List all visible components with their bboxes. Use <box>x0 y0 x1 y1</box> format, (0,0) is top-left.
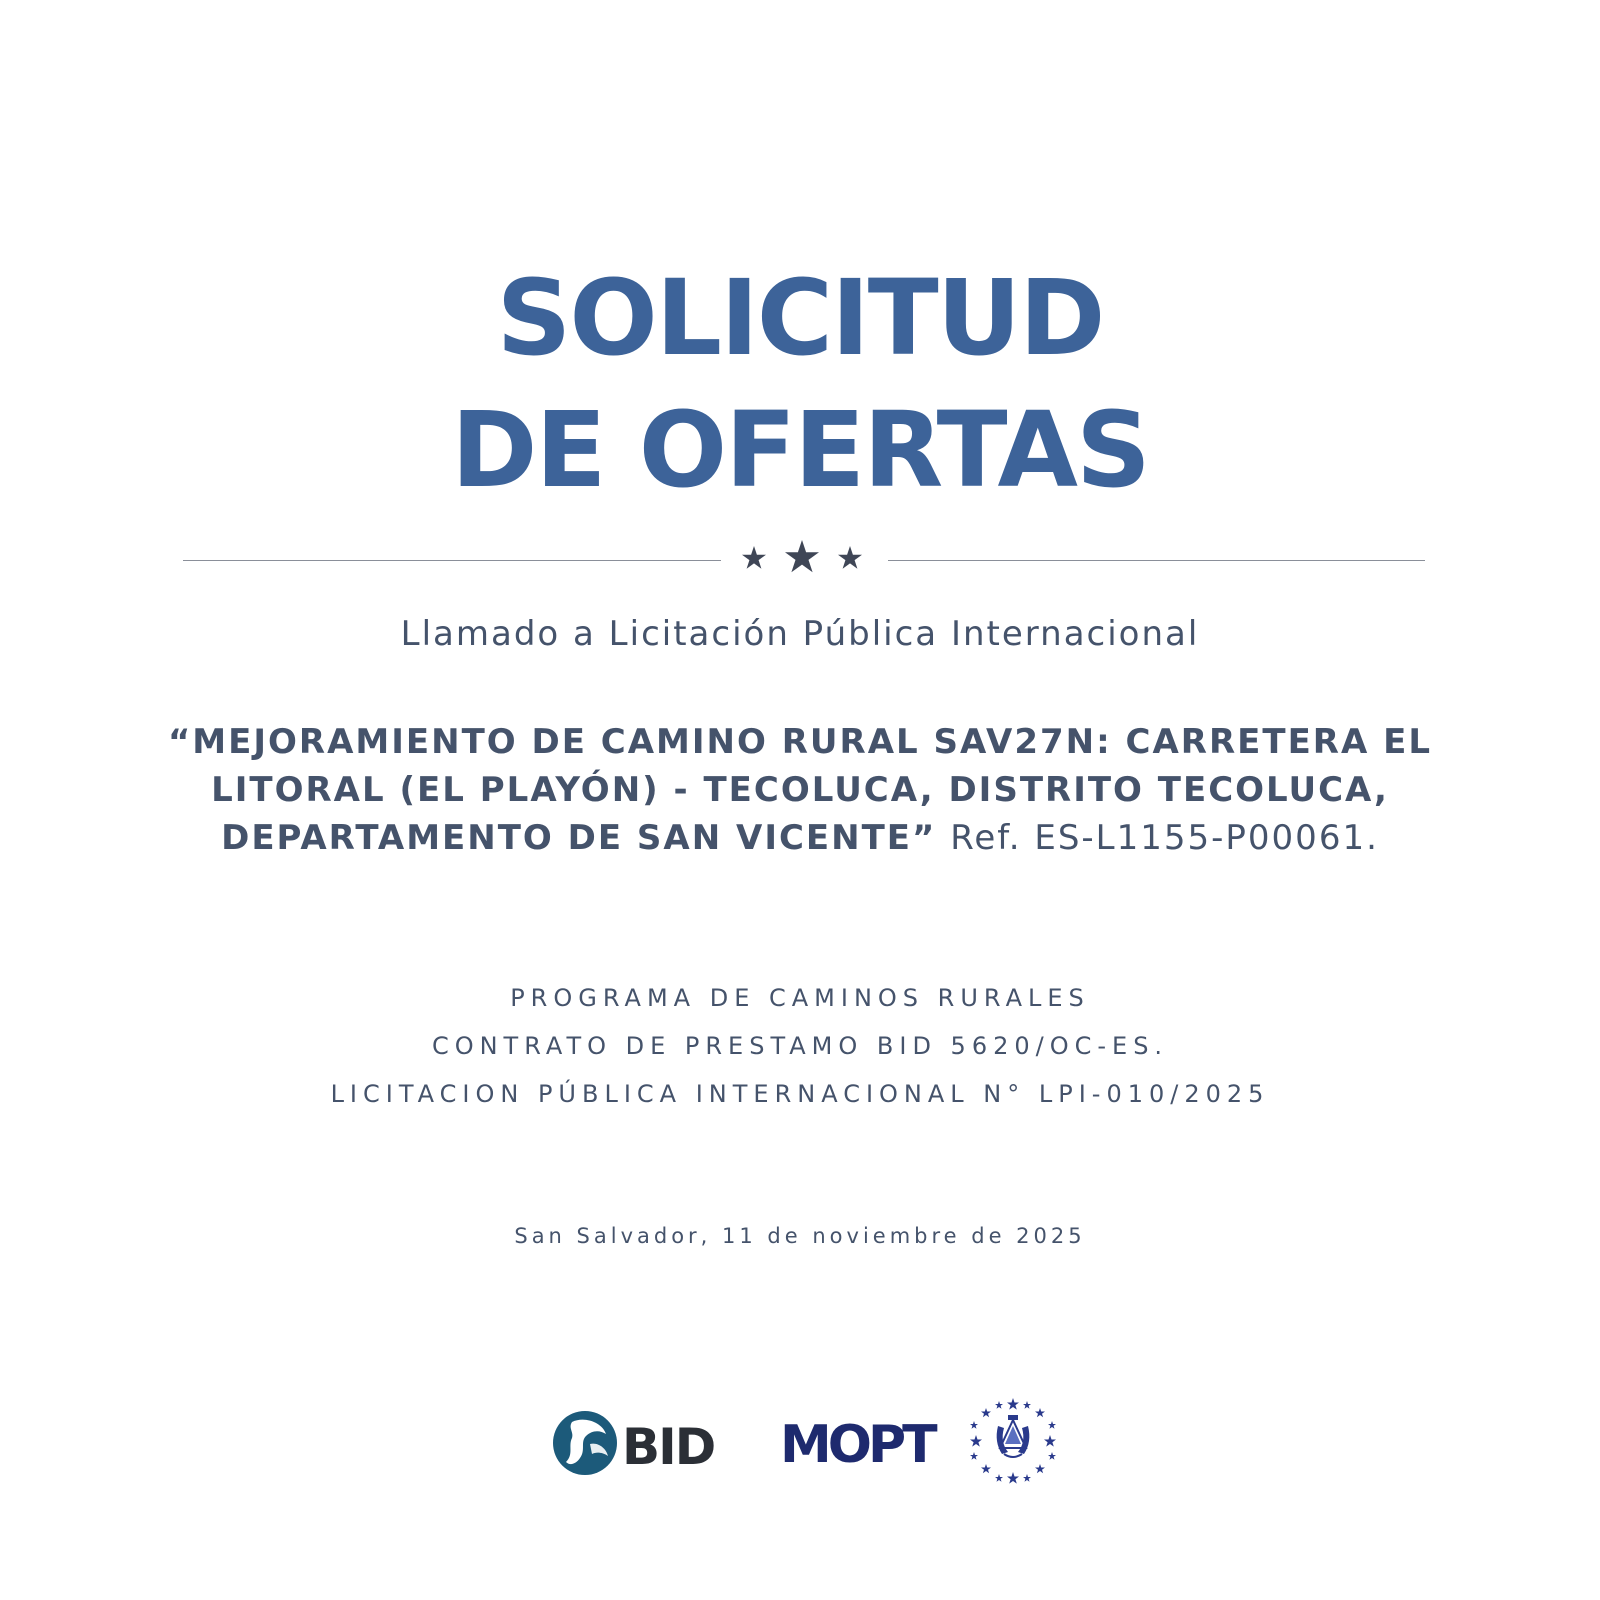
svg-text:BID: BID <box>622 1418 715 1476</box>
mopt-logo <box>780 1412 944 1472</box>
project-reference: Ref. ES-L1155-P00061. <box>950 818 1379 858</box>
bid-logo <box>550 1408 730 1478</box>
subtitle: Llamado a Licitación Pública Internacional <box>400 614 1200 654</box>
divider-line-right <box>888 560 1425 561</box>
loan-contract: CONTRATO DE PRESTAMO BID 5620/OC-ES. <box>431 1032 1169 1060</box>
tender-number: LICITACION PÚBLICA INTERNACIONAL N° LPI-010/2025 <box>330 1080 1270 1108</box>
title-line-2: DE OFERTAS <box>451 389 1149 511</box>
project-title-line-3 <box>100 814 1500 862</box>
program-name: PROGRAMA DE CAMINOS RURALES <box>510 984 1090 1012</box>
svg-text:MOPT: MOPT <box>780 1415 934 1472</box>
three-stars-icon <box>737 538 867 582</box>
project-title-line-1: “MEJORAMIENTO DE CAMINO RURAL SAV27N: CARRETERA EL <box>167 722 1433 762</box>
project-title-line-2: LITORAL (EL PLAYÓN) - TECOLUCA, DISTRITO TECOLUCA, <box>211 770 1389 810</box>
el-salvador-coat-of-arms-icon <box>968 1396 1058 1486</box>
title-line-1: SOLICITUD <box>496 257 1104 379</box>
divider-line-left <box>183 560 721 561</box>
project-title-line-3-main: DEPARTAMENTO DE SAN VICENTE” <box>221 818 937 858</box>
project-title <box>100 718 1500 862</box>
date-location: San Salvador, 11 de noviembre de 2025 <box>514 1224 1086 1248</box>
